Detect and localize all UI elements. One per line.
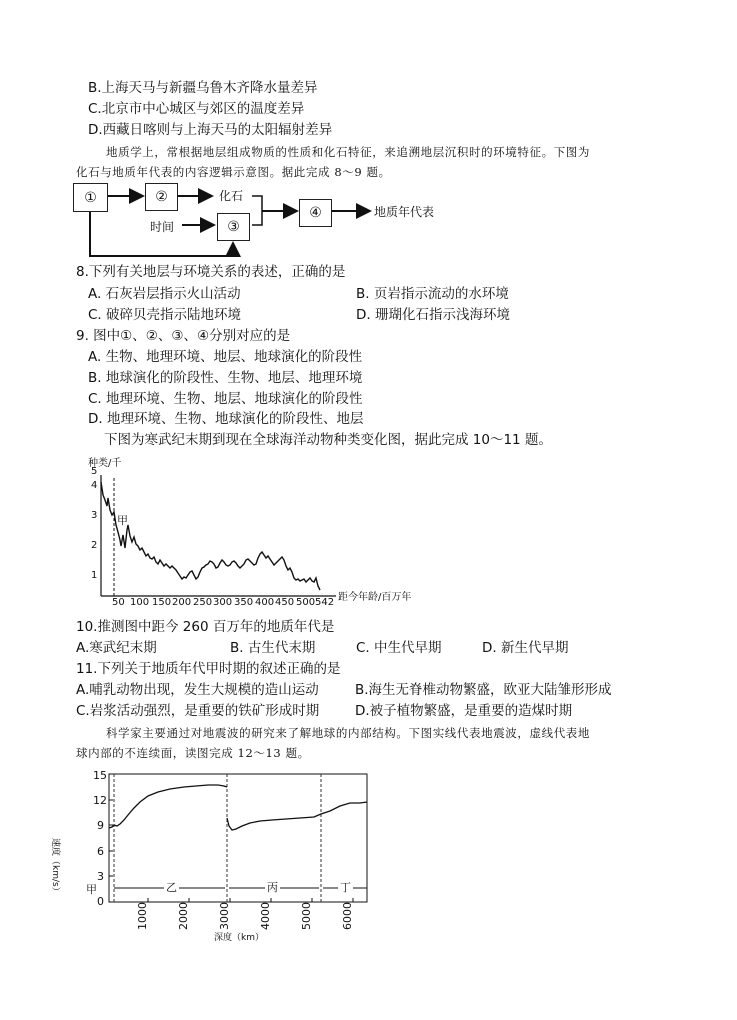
q8-option-a: A. 石灰岩层指示火山活动 xyxy=(88,286,241,302)
intro-paragraph-3a: 科学家主要通过对地震波的研究来了解地球的内部结构。下图实线代表地震波，虚线代表地 xyxy=(106,726,590,740)
q11-option-b: B.海生无脊椎动物繁盛，欧亚大陆雏形形成 xyxy=(355,682,612,698)
zone-ding: 丁 xyxy=(338,879,353,897)
label-fossil: 化石 xyxy=(219,189,244,203)
species-ytick-1: 1 xyxy=(91,570,98,581)
q9-stem: 9. 图中①、②、③、④分别对应的是 xyxy=(76,328,291,344)
period-marker-jia: 甲 xyxy=(117,514,128,527)
intro-paragraph-1b: 化石与地质年代表的内容逻辑示意图。据此完成 8～9 题。 xyxy=(76,165,391,179)
wave-ytick-3: 3 xyxy=(97,870,104,883)
q10-option-a: A.寒武纪末期 xyxy=(76,640,157,656)
species-xtick-150: 150 xyxy=(152,597,172,608)
wave-xtick-4000: 4000 xyxy=(259,902,272,930)
species-xtick-250: 250 xyxy=(193,597,213,608)
species-xtick-200: 200 xyxy=(172,597,192,608)
q8-option-d: D. 珊瑚化石指示浅海环境 xyxy=(356,307,510,323)
species-y-label: 种类/千 xyxy=(88,458,122,469)
wave-xtick-2000: 2000 xyxy=(177,902,190,930)
species-plot xyxy=(0,440,737,610)
q7-option-b: B.上海天马与新疆乌鲁木齐降水量差异 xyxy=(88,80,318,96)
species-xtick-450: 450 xyxy=(275,597,295,608)
species-ytick-4: 4 xyxy=(91,480,98,491)
species-xtick-300: 300 xyxy=(213,597,233,608)
wave-ytick-9: 9 xyxy=(97,819,104,832)
species-xtick-100: 100 xyxy=(130,597,150,608)
q11-option-a: A.哺乳动物出现，发生大规模的造山运动 xyxy=(76,682,319,698)
zone-yi: 乙 xyxy=(164,879,179,897)
box-2: ② xyxy=(145,183,178,211)
label-time: 时间 xyxy=(150,220,175,234)
q9-option-a: A. 生物、地理环境、地层、地球演化的阶段性 xyxy=(88,349,363,365)
q10-option-d: D. 新生代早期 xyxy=(482,640,569,656)
wave-y-label: 速度（km/s） xyxy=(50,838,60,896)
q8-stem: 8.下列有关地层与环境关系的表述，正确的是 xyxy=(76,264,346,280)
species-xtick-500: 500 xyxy=(296,597,316,608)
wave-xtick-3000: 3000 xyxy=(218,902,231,930)
species-xtick-542: 542 xyxy=(315,597,335,608)
box-3: ③ xyxy=(217,213,250,241)
q11-stem: 11.下列关于地质年代甲时期的叙述正确的是 xyxy=(76,661,341,677)
box-1: ① xyxy=(73,183,108,212)
q9-option-d: D. 地理环境、生物、地球演化的阶段性、地层 xyxy=(88,411,364,427)
q10-stem: 10.推测图中距今 260 百万年的地质年代是 xyxy=(76,619,335,635)
species-ytick-5: 5 xyxy=(91,466,98,477)
diagram-arrows xyxy=(0,0,737,270)
wave-xtick-1000: 1000 xyxy=(136,902,149,930)
seismic-plot xyxy=(0,760,737,950)
zone-jia: 甲 xyxy=(86,883,97,896)
wave-ytick-0: 0 xyxy=(97,895,104,908)
species-xtick-400: 400 xyxy=(255,597,275,608)
q10-option-b: B. 古生代末期 xyxy=(230,640,316,656)
wave-xtick-5000: 5000 xyxy=(300,902,313,930)
q11-option-d: D.被子植物繁盛，是重要的造煤时期 xyxy=(355,703,573,719)
q9-option-c: C. 地理环境、生物、地层、地球演化的阶段性 xyxy=(88,391,363,407)
zone-bing: 丙 xyxy=(265,879,280,897)
species-xtick-50: 50 xyxy=(112,597,125,608)
q11-option-c: C.岩浆活动强烈，是重要的铁矿形成时期 xyxy=(76,703,320,719)
box-4: ④ xyxy=(299,199,332,227)
intro-paragraph-3b: 球内部的不连续面，读图完成 12～13 题。 xyxy=(76,746,310,760)
wave-ytick-12: 12 xyxy=(93,794,107,807)
wave-xtick-6000: 6000 xyxy=(341,902,354,930)
label-geo-table: 地质年代表 xyxy=(374,205,435,219)
q7-option-d: D.西藏日喀则与上海天马的太阳辐射差异 xyxy=(88,122,333,138)
wave-ytick-6: 6 xyxy=(97,845,104,858)
species-ytick-3: 3 xyxy=(91,510,98,521)
q10-option-c: C. 中生代早期 xyxy=(356,640,442,656)
wave-x-label: 深度（km） xyxy=(214,933,264,943)
species-xtick-350: 350 xyxy=(234,597,254,608)
intro-paragraph-2: 下图为寒武纪末期到现在全球海洋动物种类变化图，据此完成 10～11 题。 xyxy=(104,432,552,448)
q9-option-b: B. 地球演化的阶段性、生物、地层、地理环境 xyxy=(88,370,363,386)
species-ytick-2: 2 xyxy=(91,540,98,551)
wave-ytick-15: 15 xyxy=(93,769,107,782)
q8-option-c: C. 破碎贝壳指示陆地环境 xyxy=(88,307,242,323)
q7-option-c: C.北京市中心城区与郊区的温度差异 xyxy=(88,101,305,117)
species-x-label: 距今年龄/百万年 xyxy=(338,592,412,603)
intro-paragraph-1a: 地质学上，常根据地层组成物质的性质和化石特征，来追溯地层沉积时的环境特征。下图为 xyxy=(106,145,590,159)
q8-option-b: B. 页岩指示流动的水环境 xyxy=(356,286,509,302)
